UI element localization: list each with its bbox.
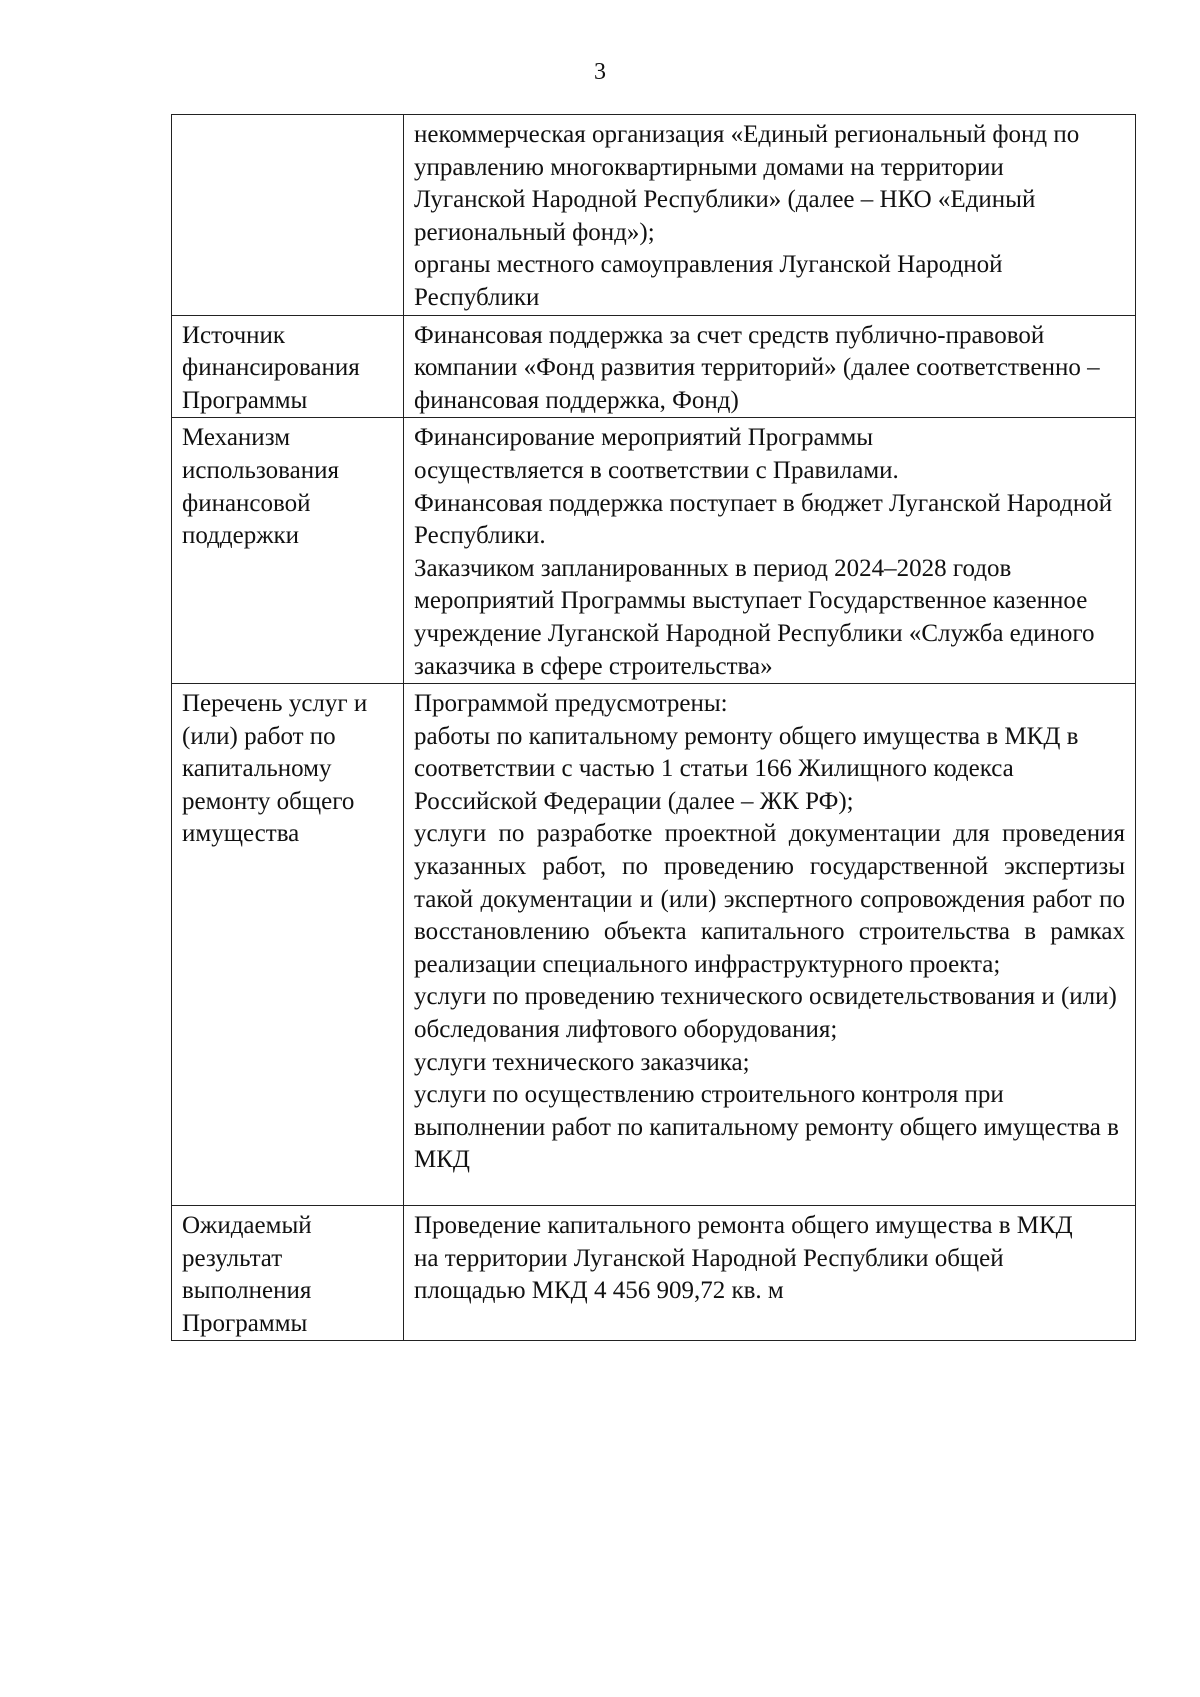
row-content bbox=[404, 1206, 1136, 1341]
paragraph: Проведение капитального ремонта общего имущества в МКД на территории Луганской Народной Республики общей площадью МКД 4 456 909,72 кв. м bbox=[414, 1212, 1073, 1305]
table-row bbox=[172, 684, 1136, 1206]
row-label-text: Источник финансирования Программы bbox=[182, 321, 360, 414]
row-label bbox=[172, 315, 404, 418]
paragraph: Финансовая поддержка поступает в бюджет Луганской Народной Республики. bbox=[414, 489, 1113, 550]
row-content bbox=[404, 418, 1136, 684]
row-label bbox=[172, 684, 404, 1206]
paragraph: Финансирование мероприятий Программы осуществляется в соответствии с Правилами. bbox=[414, 424, 899, 484]
row-content bbox=[404, 315, 1136, 418]
paragraph: услуги по осуществлению строительного контроля при выполнении работ по капитальному ремонту общего имущества в МКД bbox=[414, 1081, 1119, 1174]
paragraph: услуги технического заказчика; bbox=[414, 1048, 750, 1076]
program-passport-table bbox=[171, 114, 1136, 1341]
row-label-text: Механизм использования финансовой поддержки bbox=[182, 424, 339, 550]
page-number: 3 bbox=[594, 59, 606, 85]
table-row bbox=[172, 315, 1136, 418]
row-label bbox=[172, 1206, 404, 1341]
paragraph: Финансовая поддержка за счет средств публично-правовой компании «Фонд развития территорий» (далее соответственно – финансовая поддержка, Фонд) bbox=[414, 321, 1100, 414]
paragraph: Программой предусмотрены: bbox=[414, 690, 728, 718]
row-content bbox=[404, 684, 1136, 1206]
table-row bbox=[172, 418, 1136, 684]
row-label-text: Ожидаемый результат выполнения Программы bbox=[182, 1212, 312, 1337]
row-label bbox=[172, 418, 404, 684]
paragraph: услуги по проведению технического освидетельствования и (или) обследования лифтового оборудования; bbox=[414, 983, 1117, 1044]
paragraph: некоммерческая организация «Единый региональный фонд по управлению многоквартирными домами на территории Луганской Народной Республики» (далее – НКО «Единый региональный фонд»); bbox=[414, 121, 1080, 246]
paragraph: Заказчиком запланированных в период 2024–2028 годов мероприятий Программы выступает Государственное казенное учреждение Луганской Народной Республики «Служба единого заказчика в сфере строительства» bbox=[414, 554, 1095, 680]
table-row bbox=[172, 115, 1136, 316]
paragraph: услуги по разработке проектной документации для проведения указанных работ, по проведению государственной экспертизы такой документации и (или) экспертного сопровождения работ по восстановлению объекта капитального строительства в рамках реализации специального инфраструктурного проекта; bbox=[414, 820, 1125, 978]
row-label-text: Перечень услуг и (или) работ по капитальному ремонту общего имущества bbox=[182, 690, 368, 848]
paragraph: органы местного самоуправления Луганской Народной Республики bbox=[414, 251, 1003, 311]
paragraph: работы по капитальному ремонту общего имущества в МКД в соответствии с частью 1 статьи 166 Жилищного кодекса Российской Федерации (далее – ЖК РФ); bbox=[414, 722, 1079, 815]
table-row bbox=[172, 1206, 1136, 1341]
row-label bbox=[172, 115, 404, 316]
row-content bbox=[404, 115, 1136, 316]
